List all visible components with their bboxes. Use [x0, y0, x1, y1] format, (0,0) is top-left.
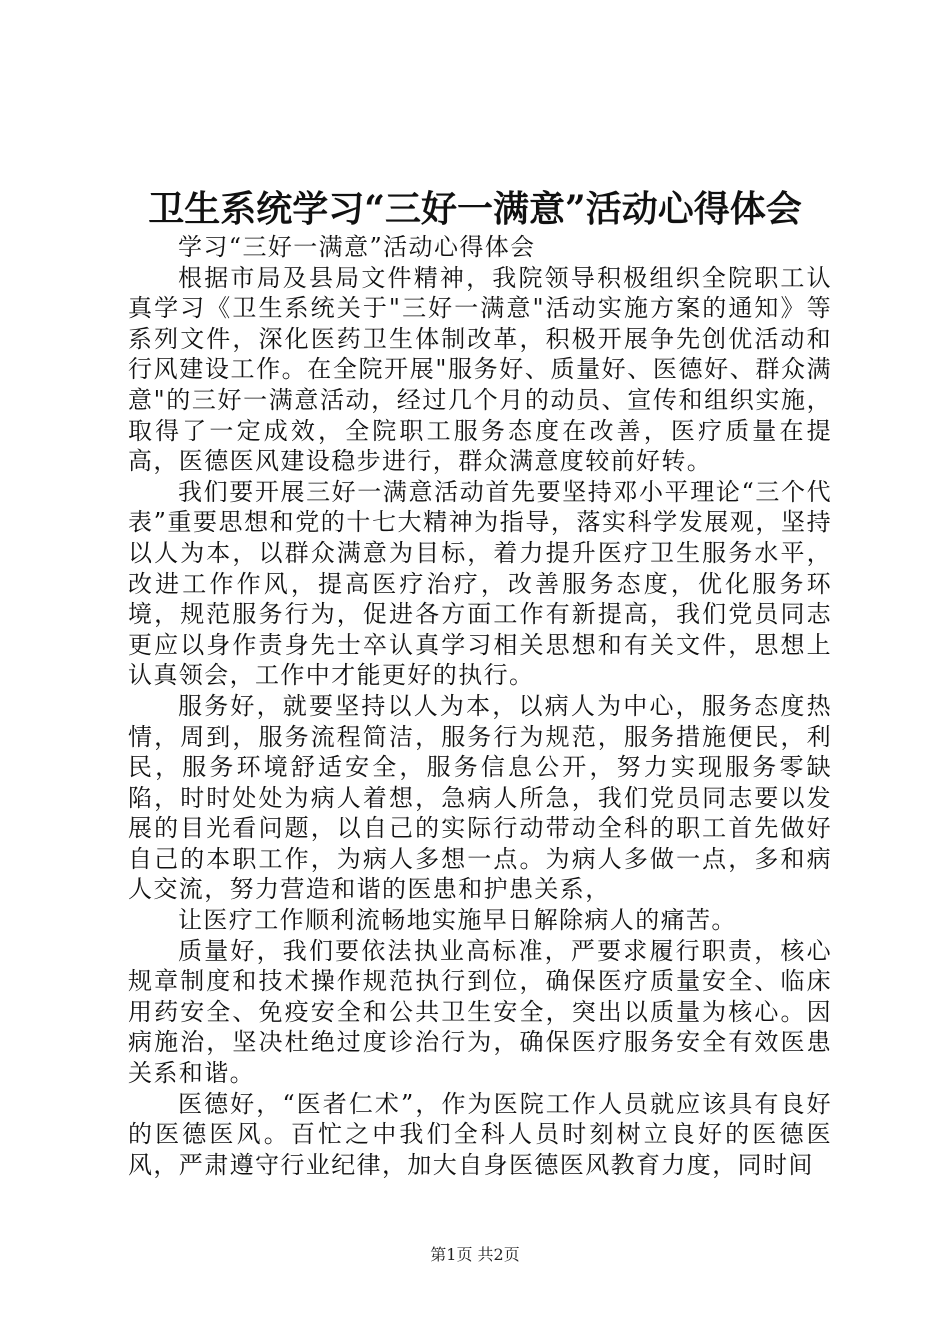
page-number-footer: 第1页 共2页 — [430, 1245, 520, 1264]
paragraph-subtitle: 学习“三好一满意”活动心得体会 — [178, 233, 536, 261]
paragraph-guidance: 我们要开展三好一满意活动首先要坚持邓小平理论“三个代表”重要思想和党的十七大精神为指导，落实科学发展观，坚持以人为本，以群众满意为目标，着力提升医疗卫生服务水平，改进工作作风，提高医疗治疗，改善服务态度，优化服务环境，规范服务行为，促进各方面工作有新提高，我们党员同志更应以身作责身先士卒认真学习相关思想和有关文件，思想上认真领会，工作中才能更好的执行。 — [128, 477, 832, 690]
paragraph-good-quality: 质量好，我们要依法执业高标准，严要求履行职责，核心规章制度和技术操作规范执行到位，确保医疗质量安全、临床用药安全、免疫安全和公共卫生安全，突出以质量为核心。因病施治，坚决杜绝过度诊治行为，确保医疗服务安全有效医患关系和谐。 — [128, 936, 832, 1088]
paragraph-intro: 根据市局及县局文件精神，我院领导积极组织全院职工认真学习《卫生系统关于"三好一满意"活动实施方案的通知》等系列文件，深化医药卫生体制改革，积极开展争先创优活动和行风建设工作。在全院开展"服务好、质量好、医德好、群众满意"的三好一满意活动，经过几个月的动员、宣传和组织实施，取得了一定成效，全院职工服务态度在改善，医疗质量在提高，医德医风建设稳步进行，群众满意度较前好转。 — [128, 263, 832, 476]
document-body — [128, 232, 832, 1180]
paragraph-good-service: 服务好，就要坚持以人为本，以病人为中心，服务态度热情，周到，服务流程简洁，服务行为规范，服务措施便民，利民，服务环境舒适安全，服务信息公开，努力实现服务零缺陷，时时处处为病人着想，急病人所急，我们党员同志要以发展的目光看问题，以自己的实际行动带动全科的职工首先做好自己的本职工作，为病人多想一点。为病人多做一点，多和病人交流，努力营造和谐的医患和护患关系， — [128, 691, 832, 904]
paragraph-good-ethics: 医德好，“医者仁术”，作为医院工作人员就应该具有良好的医德医风。百忙之中我们全科人员时刻树立良好的医德医风，严肃遵守行业纪律，加大自身医德医风教育力度，同时间 — [128, 1089, 832, 1179]
paragraph-service-continued: 让医疗工作顺利流畅地实施早日解除病人的痛苦。 — [178, 906, 737, 935]
document-title: 卫生系统学习“三好一满意”活动心得体会 — [148, 188, 802, 230]
